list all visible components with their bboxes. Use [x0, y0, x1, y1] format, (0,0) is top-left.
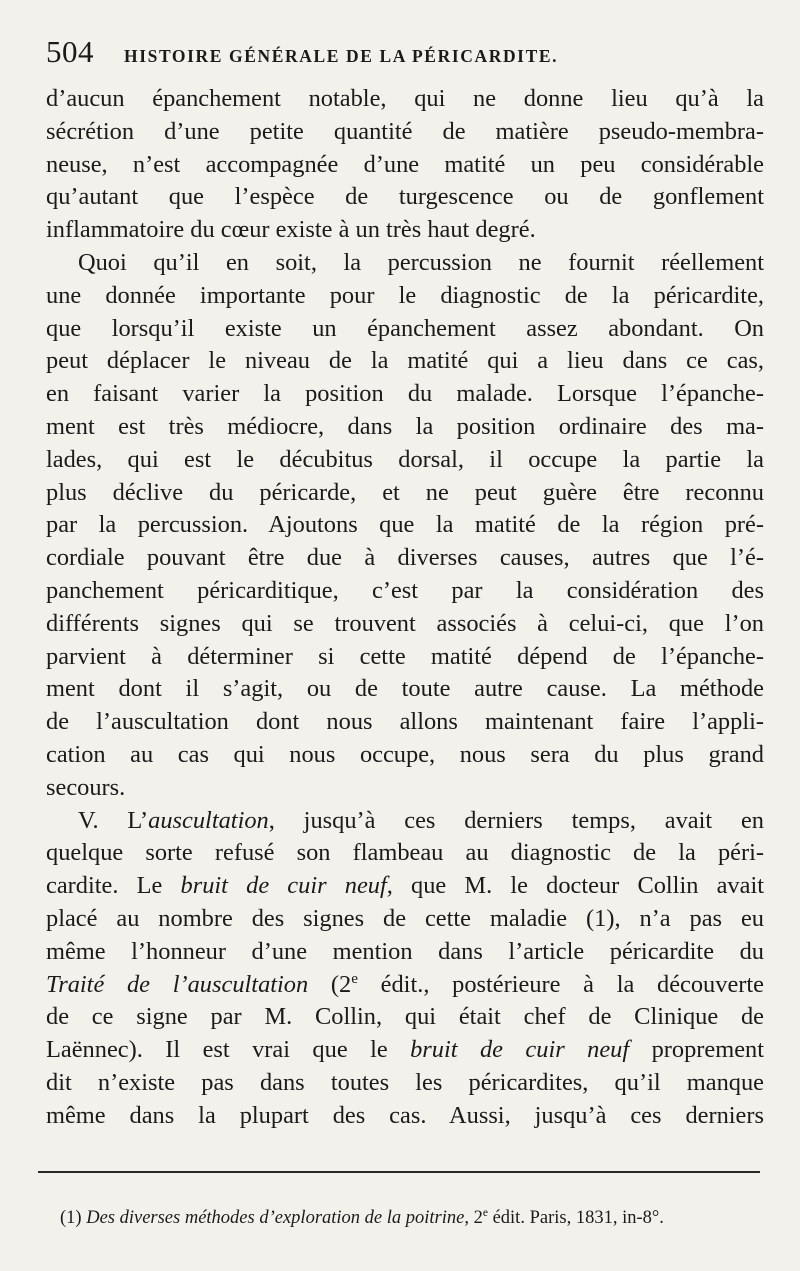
- text-line: différents signes qui se trouvent associés à celui-ci, que l’on: [46, 609, 764, 637]
- text-line: [46, 870, 764, 903]
- paragraph-3: [46, 805, 764, 1133]
- paragraph-1: [46, 83, 764, 247]
- text-line: de ce signe par M. Collin, qui était chef de Clinique de: [46, 1003, 764, 1031]
- text-run: (2: [308, 970, 352, 998]
- text-line: qu’autant que l’espèce de turgescence ou de gonflement: [46, 183, 764, 211]
- superscript: e: [482, 1207, 488, 1220]
- text-line: ment est très médiocre, dans la position ordinaire des ma-: [46, 412, 764, 440]
- text-line: par la percussion. Ajoutons que la matité de la région pré-: [46, 511, 764, 539]
- italic-term: bruit de cuir neuf: [180, 872, 387, 900]
- footnote-text: édit. Paris, 1831, in-8°.: [487, 1208, 664, 1228]
- text-line: même dans la plupart des cas. Aussi, jusqu’à ces derniers: [46, 1101, 764, 1129]
- text-line: parvient à déterminer si cette matité dépend de l’épanche-: [46, 642, 764, 670]
- paragraph-2: [46, 247, 764, 805]
- italic-term: bruit de cuir neuf: [410, 1036, 630, 1064]
- text-line: panchement péricarditique, c’est par la considération des: [46, 576, 764, 604]
- text-line: sécrétion d’une petite quantité de matière pseudo-membra-: [46, 117, 764, 145]
- body-text: [46, 83, 764, 1133]
- text-run: cardite. Le: [46, 872, 181, 900]
- italic-title: Traité de l’auscultation: [46, 970, 309, 998]
- text-line: en faisant varier la position du malade. Lorsque l’épanche-: [46, 380, 764, 408]
- text-line: neuse, n’est accompagnée d’une matité un peu considérable: [46, 150, 764, 178]
- text-line: [46, 805, 764, 838]
- text-line: ment dont il s’agit, ou de toute autre cause. La méthode: [46, 675, 764, 703]
- running-title: HISTOIRE GÉNÉRALE DE LA PÉRICARDITE.: [124, 46, 559, 66]
- footnote-marker: (1): [60, 1208, 87, 1228]
- text-line: peut déplacer le niveau de la matité qui a lieu dans ce cas,: [46, 347, 764, 375]
- text-line: lades, qui est le décubitus dorsal, il occupe la partie la: [46, 445, 764, 473]
- italic-term: auscultation: [148, 806, 269, 834]
- running-head: [46, 34, 762, 78]
- text-run: proprement: [629, 1036, 764, 1064]
- text-line: cordiale pouvant être due à diverses causes, autres que l’é-: [46, 544, 764, 572]
- text-line: dit n’existe pas dans toutes les péricardites, qu’il manque: [46, 1068, 764, 1096]
- text-line: que lorsqu’il existe un épanchement assez abondant. On: [46, 314, 764, 342]
- text-line: même l’honneur d’une mention dans l’article péricardite du: [46, 937, 764, 965]
- text-line: [46, 969, 764, 1002]
- text-line: quelque sorte refusé son flambeau au diagnostic de la péri-: [46, 839, 764, 867]
- text-run: Laënnec). Il est vrai que le: [46, 1036, 411, 1064]
- page-number: 504: [46, 34, 94, 69]
- text-line: plus déclive du péricarde, et ne peut guère être reconnu: [46, 478, 764, 506]
- text-line: de l’auscultation dont nous allons maintenant faire l’appli-: [46, 708, 764, 736]
- text-line: placé au nombre des signes de cette maladie (1), n’a pas eu: [46, 904, 764, 932]
- text-line: d’aucun épanchement notable, qui ne donne lieu qu’à la: [46, 85, 764, 112]
- text-run: édit., postérieure à la découverte: [357, 970, 764, 998]
- text-run: V. L’: [78, 806, 149, 834]
- superscript: e: [351, 970, 358, 987]
- footnote-divider: [38, 1171, 760, 1173]
- text-line: Quoi qu’il en soit, la percussion ne fournit réellement: [78, 248, 764, 276]
- text-line: secours.: [46, 773, 126, 801]
- footnote: [60, 1206, 760, 1230]
- text-run: , jusqu’à ces derniers temps, avait en: [268, 806, 764, 834]
- footnote-text: , 2: [464, 1208, 483, 1228]
- footnote-title: Des diverses méthodes d’exploration de la poitrine: [86, 1208, 465, 1228]
- text-line: une donnée importante pour le diagnostic de la péricardite,: [46, 281, 764, 309]
- text-line: inflammatoire du cœur existe à un très haut degré.: [46, 216, 536, 244]
- text-line: [46, 1034, 764, 1067]
- text-line: cation au cas qui nous occupe, nous sera du plus grand: [46, 740, 764, 768]
- text-run: , que M. le docteur Collin avait: [386, 872, 764, 900]
